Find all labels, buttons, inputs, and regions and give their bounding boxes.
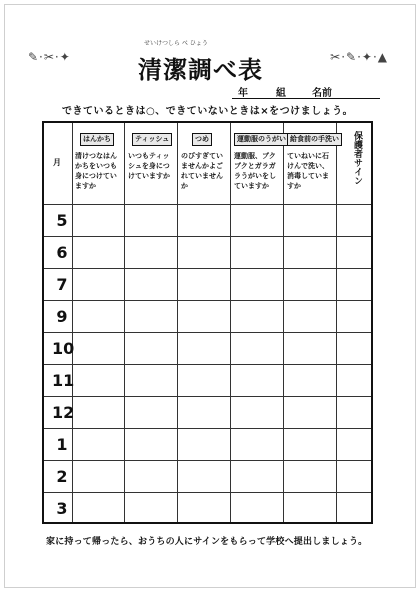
month-label: 10 (52, 339, 75, 358)
row-divider (44, 364, 371, 365)
header-divider (44, 204, 371, 205)
month-label: 2 (56, 467, 68, 486)
column-divider (177, 123, 178, 522)
month-label: 3 (56, 499, 68, 518)
row-divider (44, 492, 371, 493)
month-label: 1 (56, 435, 68, 454)
column-divider (336, 123, 337, 522)
column-question-tissue: いつもティッシュを身につけていますか (128, 152, 170, 180)
month-label: 5 (56, 211, 68, 230)
month-header: 月 (53, 158, 61, 167)
guardian-signature-header: 保護者サイン (352, 131, 362, 185)
column-divider (230, 123, 231, 522)
month-label: 6 (56, 243, 68, 262)
row-divider (44, 300, 371, 301)
title-area (28, 40, 388, 84)
class-label: 組 (276, 88, 286, 99)
column-tag-gargle: 運動服のうがい (234, 133, 289, 146)
title-ruby: せいけつしら べ ひょう (144, 40, 208, 47)
column-tag-handkerchief: はんかち (80, 133, 114, 146)
instruction-text: できているときは○、できていないときは×をつけましょう。 (62, 106, 354, 117)
decorative-illustrations-right: ✂·✎·✦·▲ (330, 50, 388, 64)
row-divider (44, 396, 371, 397)
column-question-handkerchief: 清けつなはんかちをいつも身につけていますか (75, 152, 117, 190)
name-label: 名前 (312, 88, 332, 99)
decorative-illustrations-left: ✎·✂·✦ (28, 50, 71, 64)
column-question-gargle: 運動服、ブクブクとガラガラうがいをしていますか (234, 152, 276, 190)
column-tag-nails: つめ (192, 133, 212, 146)
column-tag-handwashing: 給食前の手洗い (287, 133, 342, 146)
column-divider (283, 123, 284, 522)
row-divider (44, 428, 371, 429)
column-divider (124, 123, 125, 522)
month-label: 12 (52, 403, 75, 422)
check-table (42, 121, 373, 524)
month-label: 11 (52, 371, 75, 390)
footer-instruction: 家に持って帰ったら、おうちの人にサインをもらって学校へ提出しましょう。 (46, 537, 368, 547)
column-divider (72, 123, 73, 522)
row-divider (44, 236, 371, 237)
row-divider (44, 268, 371, 269)
month-label: 9 (56, 307, 68, 326)
column-question-nails: のびすぎていませんかよごれていませんか (181, 152, 223, 190)
month-label: 7 (56, 275, 68, 294)
row-divider (44, 460, 371, 461)
row-divider (44, 332, 371, 333)
grade-label: 年 (238, 88, 248, 99)
name-line (232, 84, 380, 99)
column-question-handwashing: ていねいに石けんで洗い、消毒していますか (287, 152, 329, 190)
column-tag-tissue: ティッシュ (132, 133, 172, 146)
page-title: 清潔調べ表 (138, 56, 263, 84)
